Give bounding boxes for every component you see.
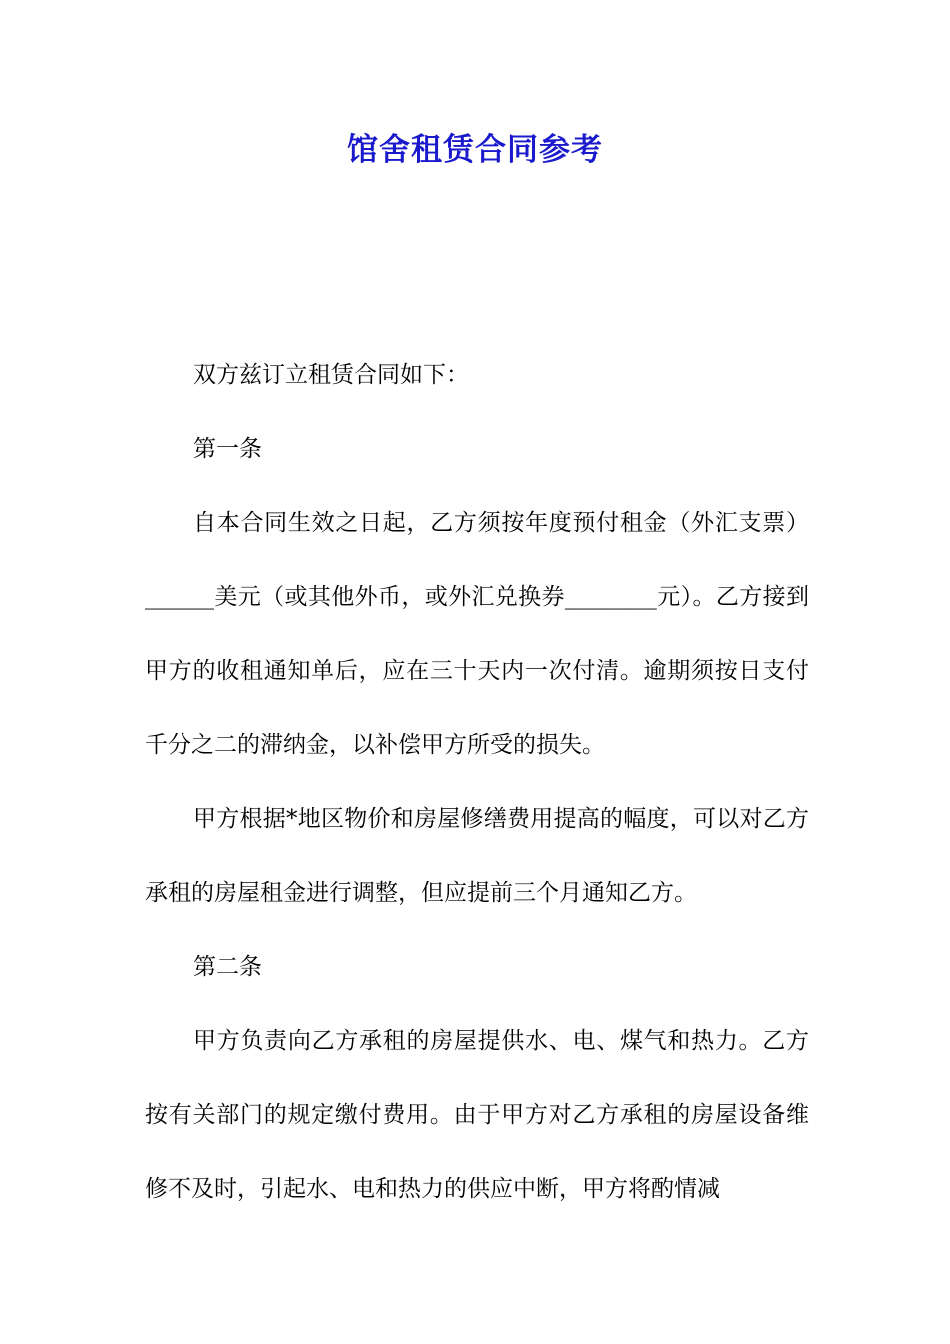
article-two-paragraph-utilities: 甲方负责向乙方承租的房屋提供水、电、煤气和热力。乙方按有关部门的规定缴付费用。由于甲方对乙方承租的房屋设备维修不及时，引起水、电和热力的供应中断，甲方将酌情减: [145, 1028, 809, 1202]
article-one-paragraph-adjustment: 甲方根据*地区物价和房屋修缮费用提高的幅度，可以对乙方承租的房屋租金进行调整，但应提前三个月通知乙方。: [145, 806, 809, 906]
article-one-heading: 第一条: [193, 436, 262, 462]
article-two-heading: 第二条: [193, 954, 262, 980]
article-one-paragraph-rent: 自本合同生效之日起，乙方须按年度预付租金（外汇支票）______美元（或其他外币，或外汇兑换券________元）。乙方接到甲方的收租通知单后，应在三十天内一次付清。逾期须按日支付千分之二的滞纳金，以补偿甲方所受的损失。: [145, 510, 809, 758]
intro-paragraph: 双方兹订立租赁合同如下：: [193, 362, 469, 388]
document-body: [145, 338, 809, 1226]
document-title: 馆舍租赁合同参考: [347, 132, 603, 168]
